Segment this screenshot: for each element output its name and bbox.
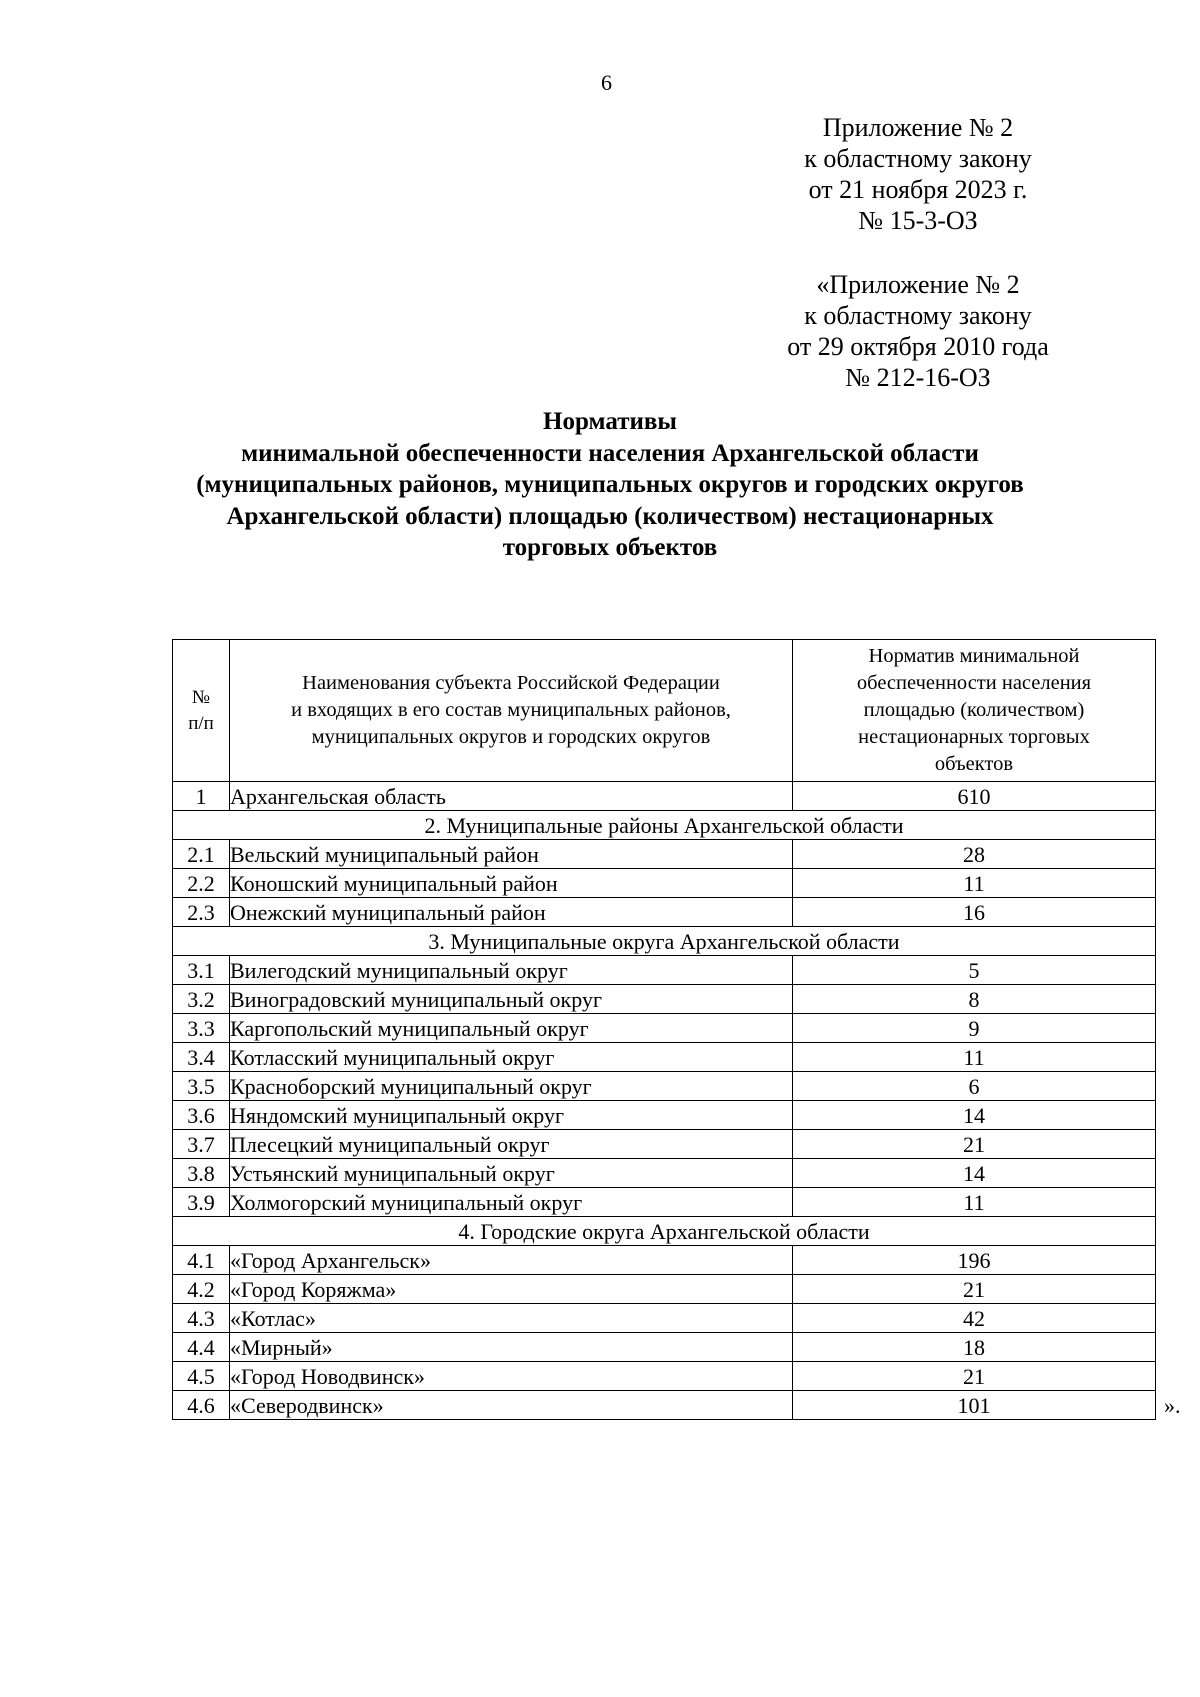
row-number: 3.6 (173, 1101, 230, 1130)
row-name: Котласский муниципальный округ (230, 1043, 793, 1072)
row-value: 8 (793, 985, 1156, 1014)
row-number: 1 (173, 782, 230, 811)
header-number (173, 640, 230, 782)
row-name: Каргопольский муниципальный округ (230, 1014, 793, 1043)
row-name: Коношский муниципальный район (230, 869, 793, 898)
row-value: 14 (793, 1159, 1156, 1188)
row-name: «Мирный» (230, 1333, 793, 1362)
row-number: 4.2 (173, 1275, 230, 1304)
section-heading: 4. Городские округа Архангельской области (173, 1217, 1156, 1246)
row-value: 11 (793, 1188, 1156, 1217)
table-row (173, 1275, 1156, 1304)
row-number: 2.1 (173, 840, 230, 869)
row-number: 3.5 (173, 1072, 230, 1101)
appendix-line: № 212-16-ОЗ (845, 363, 991, 392)
row-name: Красноборский муниципальный округ (230, 1072, 793, 1101)
appendix-line: от 21 ноября 2023 г. (808, 175, 1028, 204)
row-number: 3.3 (173, 1014, 230, 1043)
table-row (173, 1362, 1156, 1391)
row-value: 610 (793, 782, 1156, 811)
table-row (173, 1304, 1156, 1333)
table-row (173, 1159, 1156, 1188)
table-row (173, 840, 1156, 869)
title-line: торговых объектов (502, 534, 718, 561)
appendix-line: к областному закону (804, 144, 1032, 173)
row-name: Вельский муниципальный район (230, 840, 793, 869)
table-section-row (173, 1217, 1156, 1246)
row-name: Архангельская область (230, 782, 793, 811)
row-name: Онежский муниципальный район (230, 898, 793, 927)
row-number: 3.8 (173, 1159, 230, 1188)
appendix-header-current (758, 112, 1078, 236)
appendix-line: от 29 октября 2010 года (787, 332, 1049, 361)
header-line: Наименования субъекта Российской Федерации (302, 672, 720, 694)
row-value: 21 (793, 1130, 1156, 1159)
table-row (173, 1130, 1156, 1159)
table-body (173, 782, 1156, 1420)
title-line: Архангельской области) площадью (количеством) нестационарных (226, 502, 994, 530)
row-name: «Город Новодвинск» (230, 1362, 793, 1391)
row-value: 42 (793, 1304, 1156, 1333)
appendix-header-original (758, 269, 1078, 393)
row-value: 11 (793, 869, 1156, 898)
row-value: 18 (793, 1333, 1156, 1362)
appendix-line: № 15-3-ОЗ (858, 206, 978, 235)
table-row (173, 1014, 1156, 1043)
row-value: 16 (793, 898, 1156, 927)
header-line: Норматив минимальной (868, 645, 1080, 667)
header-line: п/п (188, 712, 214, 734)
section-heading: 3. Муниципальные округа Архангельской области (173, 927, 1156, 956)
row-number: 4.1 (173, 1246, 230, 1275)
appendix-line: Приложение № 2 (822, 113, 1014, 142)
row-name: «Котлас» (230, 1304, 793, 1333)
table-row (173, 1333, 1156, 1362)
page-number: 6 (601, 70, 612, 95)
row-value: 9 (793, 1014, 1156, 1043)
table-row (173, 1072, 1156, 1101)
header-norm (793, 640, 1156, 782)
header-name (230, 640, 793, 782)
header-line: обеспеченности населения (856, 672, 1092, 694)
table-row (173, 898, 1156, 927)
appendix-line: «Приложение № 2 (816, 270, 1020, 299)
header-line: нестационарных торговых (858, 726, 1090, 748)
row-number: 3.7 (173, 1130, 230, 1159)
table-row (173, 1101, 1156, 1130)
table-row (173, 1391, 1156, 1420)
table-row (173, 1043, 1156, 1072)
row-value: 11 (793, 1043, 1156, 1072)
row-name: «Северодвинск» (230, 1391, 793, 1420)
table-row (173, 985, 1156, 1014)
header-line: № (191, 686, 211, 708)
table-row (173, 956, 1156, 985)
title-line: минимальной обеспеченности населения Архангельской области (241, 439, 979, 467)
closing-quote-mark: ». (1164, 1393, 1181, 1418)
row-number: 3.1 (173, 956, 230, 985)
row-number: 3.2 (173, 985, 230, 1014)
row-name: «Город Коряжма» (230, 1275, 793, 1304)
title-line: (муниципальных районов, муниципальных округов и городских округов (196, 471, 1024, 498)
table-header-row (173, 640, 1156, 782)
document-title (150, 406, 1070, 564)
row-name: Виноградовский муниципальный округ (230, 985, 793, 1014)
table-row (173, 1188, 1156, 1217)
row-name: «Город Архангельск» (230, 1246, 793, 1275)
norms-table (172, 639, 1156, 1420)
section-heading: 2. Муниципальные районы Архангельской области (173, 811, 1156, 840)
row-name: Устьянский муниципальный округ (230, 1159, 793, 1188)
row-number: 2.2 (173, 869, 230, 898)
row-number: 4.3 (173, 1304, 230, 1333)
row-value: 14 (793, 1101, 1156, 1130)
appendix-line: к областному закону (804, 301, 1032, 330)
row-name: Холмогорский муниципальный округ (230, 1188, 793, 1217)
table-row (173, 782, 1156, 811)
table-row (173, 869, 1156, 898)
row-number: 3.9 (173, 1188, 230, 1217)
header-line: муниципальных округов и городских округов (311, 726, 711, 748)
row-value: 5 (793, 956, 1156, 985)
row-name: Плесецкий муниципальный округ (230, 1130, 793, 1159)
row-value: 196 (793, 1246, 1156, 1275)
header-line: объектов (934, 753, 1014, 775)
header-line: и входящих в его состав муниципальных районов, (291, 699, 731, 721)
row-value: 21 (793, 1362, 1156, 1391)
table-section-row (173, 927, 1156, 956)
row-value: 6 (793, 1072, 1156, 1101)
row-value: 28 (793, 840, 1156, 869)
row-number: 4.5 (173, 1362, 230, 1391)
row-number: 4.6 (173, 1391, 230, 1420)
row-number: 4.4 (173, 1333, 230, 1362)
table-section-row (173, 811, 1156, 840)
row-value: 21 (793, 1275, 1156, 1304)
header-line: площадью (количеством) (863, 699, 1085, 721)
table-row (173, 1246, 1156, 1275)
row-name: Няндомский муниципальный округ (230, 1101, 793, 1130)
title-line: Нормативы (543, 408, 677, 435)
row-name: Вилегодский муниципальный округ (230, 956, 793, 985)
row-number: 3.4 (173, 1043, 230, 1072)
row-number: 2.3 (173, 898, 230, 927)
row-value: 101 (793, 1391, 1156, 1420)
